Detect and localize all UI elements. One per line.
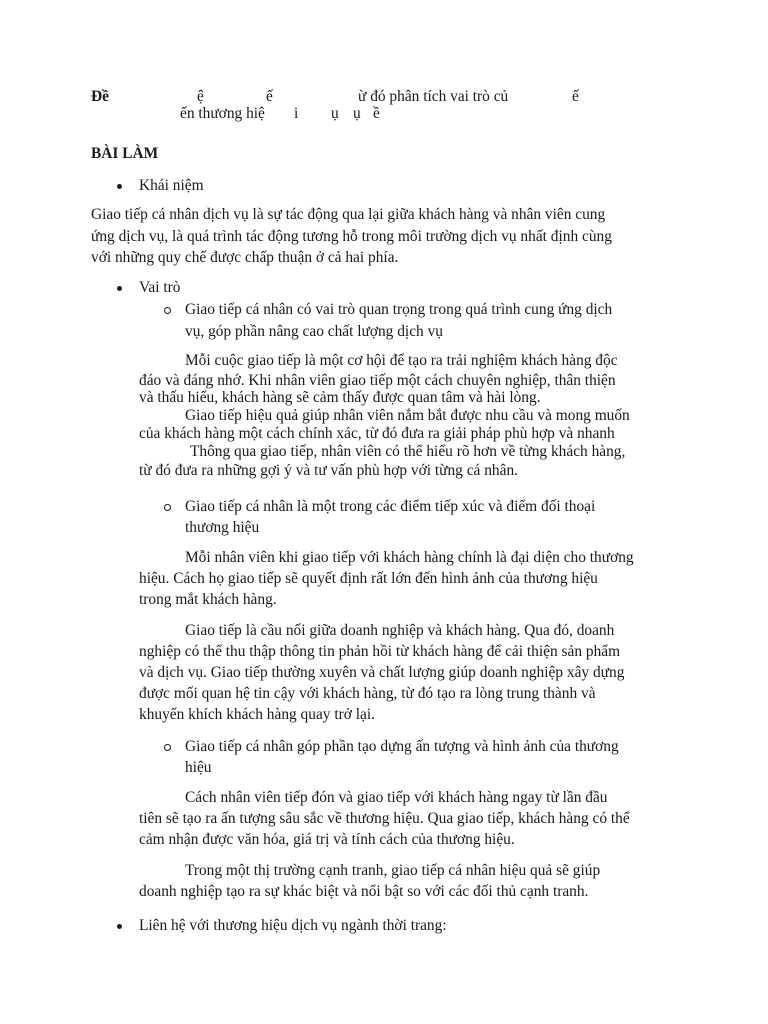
paragraph-line: tiên sẽ tạo ra ấn tượng sâu sắc về thương hiệu. Qua giao tiếp, khách hàng có thể (139, 810, 630, 827)
sub-bullet-title: thương hiệu (185, 519, 260, 536)
paragraph-line: và thấu hiểu, khách hàng sẽ cảm thấy được quan tâm và hài lòng. (139, 389, 541, 406)
sub-bullet-circle-icon (164, 307, 171, 314)
sub-bullet-title: hiệu (185, 759, 212, 776)
paragraph-line: trong mắt khách hàng. (139, 591, 277, 608)
title-label: Đề (91, 88, 109, 105)
paragraph-line: của khách hàng một cách chính xác, từ đó đưa ra giải pháp phù hợp và nhanh (139, 425, 615, 442)
sub-bullet-title: Giao tiếp cá nhân có vai trò quan trọng trong quá trình cung ứng dịch (185, 301, 613, 318)
paragraph-line: cảm nhận được văn hóa, giá trị và tính cách của thương hiệu. (139, 831, 515, 848)
paragraph-line: với những quy chế được chấp thuận ở cả hai phía. (91, 249, 399, 266)
paragraph-line: đáo và đáng nhớ. Khi nhân viên giao tiếp một cách chuyên nghiệp, thân thiện (139, 372, 616, 389)
paragraph-line: Mỗi nhân viên khi giao tiếp với khách hàng chính là đại diện cho thương (185, 549, 634, 566)
bullet-khai-niem: Khái niệm (139, 177, 204, 194)
paragraph-line: Giao tiếp cá nhân dịch vụ là sự tác động qua lại giữa khách hàng và nhân viên cung (91, 206, 606, 223)
paragraph-line: và dịch vụ. Giao tiếp thường xuyên và chất lượng giúp doanh nghiệp xây dựng (139, 664, 625, 681)
title-fragment: ừ đó phân tích vai trò củ (358, 88, 509, 105)
title-fragment: ế (266, 88, 273, 105)
title-fragment: i (294, 105, 299, 122)
paragraph-line: nghiệp có thể thu thập thông tin phản hồi từ khách hàng để cải thiện sản phẩm (139, 643, 621, 660)
title-fragment: ụ (331, 105, 339, 122)
title-fragment: ế (572, 88, 579, 105)
paragraph-line: Giao tiếp hiệu quả giúp nhân viên nắm bắt được nhu cầu và mong muốn (185, 407, 630, 424)
sub-bullet-title: Giao tiếp cá nhân là một trong các điểm tiếp xúc và điểm đối thoại (185, 498, 596, 515)
paragraph-line: Thông qua giao tiếp, nhân viên có thể hiểu rõ hơn về từng khách hàng, (190, 443, 626, 460)
bullet-lien-he: Liên hệ với thương hiệu dịch vụ ngành thời trang: (139, 917, 447, 934)
bullet-dot-icon (117, 184, 122, 189)
bullet-dot-icon (117, 286, 122, 291)
title-fragment: ụ (353, 105, 361, 122)
sub-bullet-circle-icon (164, 744, 171, 751)
paragraph-line: Mỗi cuộc giao tiếp là một cơ hội để tạo ra trải nghiệm khách hàng độc (185, 352, 618, 369)
paragraph-line: ứng dịch vụ, là quá trình tác động tương hỗ trong môi trường dịch vụ nhất định cùng (91, 228, 612, 245)
bullet-dot-icon (117, 924, 122, 929)
title-fragment: ề (373, 105, 380, 122)
paragraph-line: hiệu. Cách họ giao tiếp sẽ quyết định rất lớn đến hình ảnh của thương hiệu (139, 570, 598, 587)
sub-bullet-title: Giao tiếp cá nhân góp phần tạo dựng ấn tượng và hình ảnh của thương (185, 738, 619, 755)
paragraph-line: doanh nghiệp tạo ra sự khác biệt và nổi bật so với các đối thủ cạnh tranh. (139, 883, 589, 900)
title-fragment: ến thương hiệ (180, 105, 265, 122)
paragraph-line: Giao tiếp là cầu nối giữa doanh nghiệp và khách hàng. Qua đó, doanh (185, 622, 615, 639)
sub-bullet-circle-icon (164, 504, 171, 511)
bullet-vai-tro: Vai trò (139, 279, 181, 296)
paragraph-line: Trong một thị trường cạnh tranh, giao tiếp cá nhân hiệu quả sẽ giúp (185, 862, 601, 879)
title-fragment: ệ (197, 88, 204, 105)
section-heading: BÀI LÀM (91, 145, 159, 162)
paragraph-line: khuyến khích khách hàng quay trở lại. (139, 706, 375, 723)
paragraph-line: được mối quan hệ tin cậy với khách hàng, từ đó tạo ra lòng trung thành và (139, 685, 596, 702)
sub-bullet-title: vụ, góp phần nâng cao chất lượng dịch vụ (185, 323, 443, 340)
paragraph-line: Cách nhân viên tiếp đón và giao tiếp với khách hàng ngay từ lần đầu (185, 789, 608, 806)
paragraph-line: từ đó đưa ra những gợi ý và tư vấn phù hợp với từng cá nhân. (139, 462, 519, 479)
